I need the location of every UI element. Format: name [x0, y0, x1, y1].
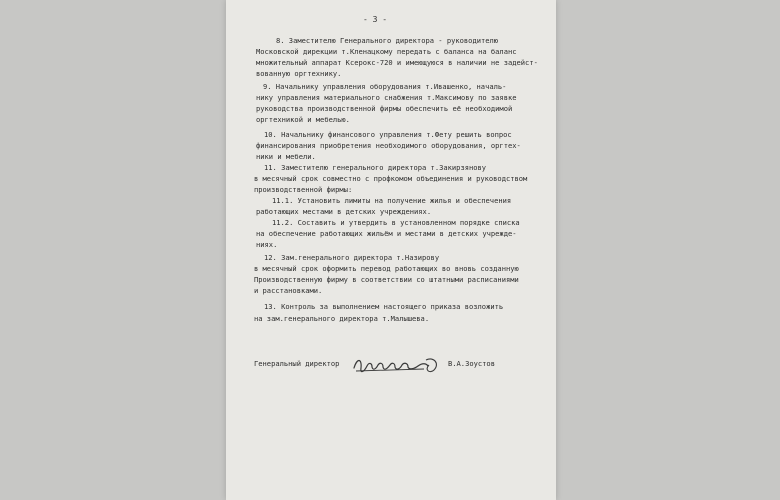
text-line: ниях. — [256, 240, 278, 249]
document-page — [226, 0, 556, 500]
text-line: 10. Начальнику финансового управления т.Фету решить вопрос — [264, 130, 512, 139]
text-line: Производственную фирму в соответствии со штатными расписаниями — [254, 275, 519, 284]
text-line: 8. Заместителю Генерального директора - руководителю — [276, 36, 499, 45]
text-line: производственной фирмы: — [254, 185, 353, 194]
handwritten-signature — [350, 354, 460, 380]
text-line: Московской дирекции т.Кленацкому передать с баланса на баланс — [256, 47, 517, 56]
text-line: ники и мебели. — [256, 152, 316, 161]
text-line: 11.1. Установить лимиты на получение жилья и обеспечения — [272, 196, 512, 205]
text-line: вованную оргтехнику. — [256, 69, 342, 78]
signatory-title: Генеральный директор — [254, 359, 340, 368]
text-line: 9. Начальнику управления оборудования т.Ивашенко, началь- — [263, 82, 507, 91]
signatory-name: В.А.Зоустов — [448, 359, 495, 368]
text-line: работающих местами в детских учреждениях. — [256, 207, 432, 216]
text-line: 11.2. Составить и утвердить в установленном порядке списка — [272, 218, 520, 227]
text-line: на обеспечение работающих жильём и местами в детских учрежде- — [256, 229, 517, 238]
text-line: 12. Зам.генерального директора т.Назирову — [264, 253, 440, 262]
text-line: руководства производственной фирмы обеспечить её необходимой — [256, 104, 513, 113]
text-line: множительный аппарат Ксерокс-720 и имеющуюся в наличии не задейст- — [256, 58, 538, 67]
text-line: на зам.генерального директора т.Малышева. — [254, 314, 430, 323]
text-line: оргтехникой и мебелью. — [256, 115, 350, 124]
text-line: нику управления материального снабжения т.Максимову по заявке — [256, 93, 517, 102]
text-line: 11. Заместителю генерального директора т.Закирзянову — [264, 163, 487, 172]
text-line: в месячный срок оформить перевод работающих во вновь созданную — [254, 264, 519, 273]
text-line: 13. Контроль за выполнением настоящего приказа возложить — [264, 302, 504, 311]
page-number: - 3 - — [363, 15, 388, 24]
text-line: финансирования приобретения необходимого оборудования, оргтех- — [256, 141, 521, 150]
text-line: и расстановками. — [254, 286, 323, 295]
text-line: в месячный срок совместно с профкомом объединения и руководством — [254, 174, 528, 183]
